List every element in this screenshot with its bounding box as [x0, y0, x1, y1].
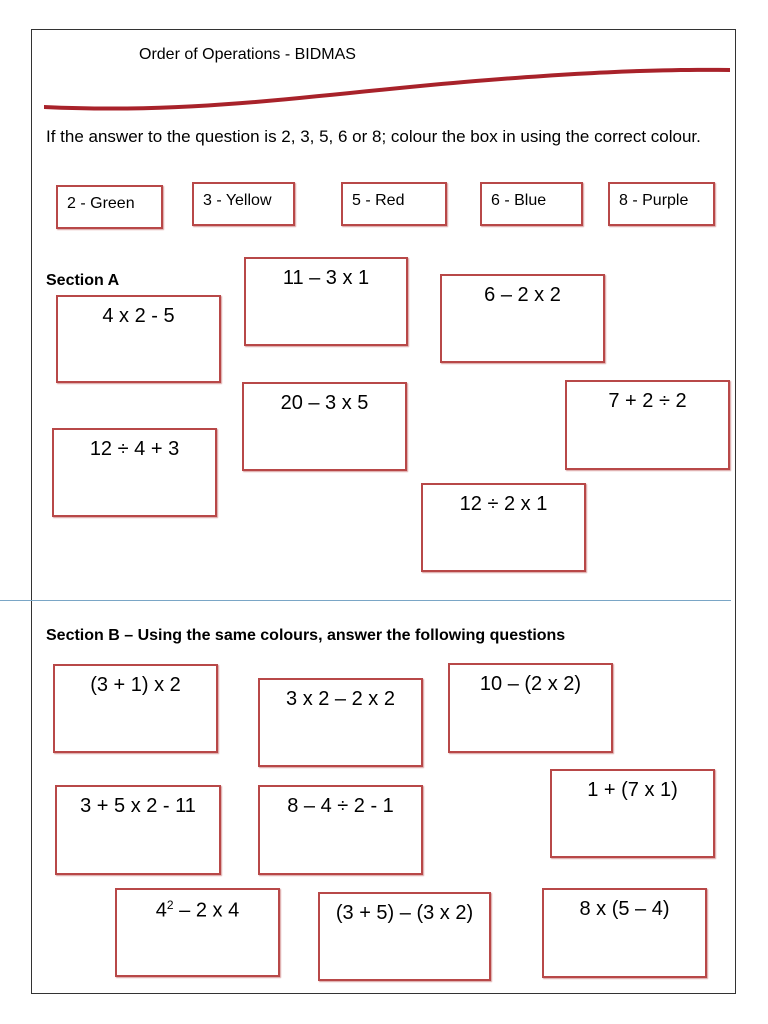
- section-divider: [0, 600, 731, 601]
- legend-red: 5 - Red: [341, 182, 447, 226]
- legend-yellow: 3 - Yellow: [192, 182, 295, 226]
- question-text: 7 + 2 ÷ 2: [608, 390, 687, 412]
- question-box[interactable]: [115, 888, 280, 977]
- question-text: 3 x 2 – 2 x 2: [286, 688, 395, 710]
- question-box[interactable]: [244, 257, 408, 346]
- question-box[interactable]: [53, 664, 218, 753]
- question-box[interactable]: [421, 483, 586, 572]
- power-rest: – 2 x 4: [179, 899, 240, 922]
- power-exponent: 2: [166, 898, 174, 912]
- question-box[interactable]: [52, 428, 217, 517]
- question-box[interactable]: [258, 785, 423, 875]
- question-text: 6 – 2 x 2: [484, 284, 561, 306]
- question-box[interactable]: [55, 785, 221, 875]
- question-text: 20 – 3 x 5: [280, 392, 369, 414]
- instructions-text: If the answer to the question is 2, 3, 5, 6 or 8; colour the box in using the correct colour.: [46, 127, 701, 146]
- question-text: 10 – (2 x 2): [479, 673, 582, 695]
- legend-blue: 6 - Blue: [480, 182, 583, 226]
- question-box[interactable]: [318, 892, 491, 981]
- question-text: 11 – 3 x 1: [282, 267, 370, 289]
- power-base: 4: [155, 899, 167, 922]
- question-box[interactable]: [565, 380, 730, 470]
- legend-green: 2 - Green: [56, 185, 163, 229]
- question-box[interactable]: [258, 678, 423, 767]
- question-text: 12 ÷ 2 x 1: [459, 493, 548, 515]
- worksheet-title: Order of Operations - BIDMAS: [139, 46, 356, 63]
- question-text: 3 + 5 x 2 - 11: [80, 795, 196, 817]
- question-text: 8 x (5 – 4): [579, 898, 670, 920]
- question-text: (3 + 5) – (3 x 2): [335, 902, 474, 924]
- question-text: 1 + (7 x 1): [587, 779, 678, 801]
- question-text: 12 ÷ 4 + 3: [89, 438, 180, 460]
- question-box[interactable]: [440, 274, 605, 363]
- question-box[interactable]: [242, 382, 407, 471]
- section-a-heading: Section A: [46, 272, 120, 289]
- question-box[interactable]: [56, 295, 221, 383]
- question-box[interactable]: [542, 888, 707, 978]
- question-text: (3 + 1) x 2: [90, 674, 181, 696]
- section-b-heading: Section B – Using the same colours, answer the following questions: [46, 627, 566, 644]
- question-text: 8 – 4 ÷ 2 - 1: [287, 795, 394, 817]
- question-text: 4 x 2 - 5: [102, 305, 175, 327]
- legend-purple: 8 - Purple: [608, 182, 715, 226]
- header-swoosh: [44, 60, 734, 112]
- question-box[interactable]: [448, 663, 613, 753]
- question-text: [117, 890, 278, 923]
- question-box[interactable]: [550, 769, 715, 858]
